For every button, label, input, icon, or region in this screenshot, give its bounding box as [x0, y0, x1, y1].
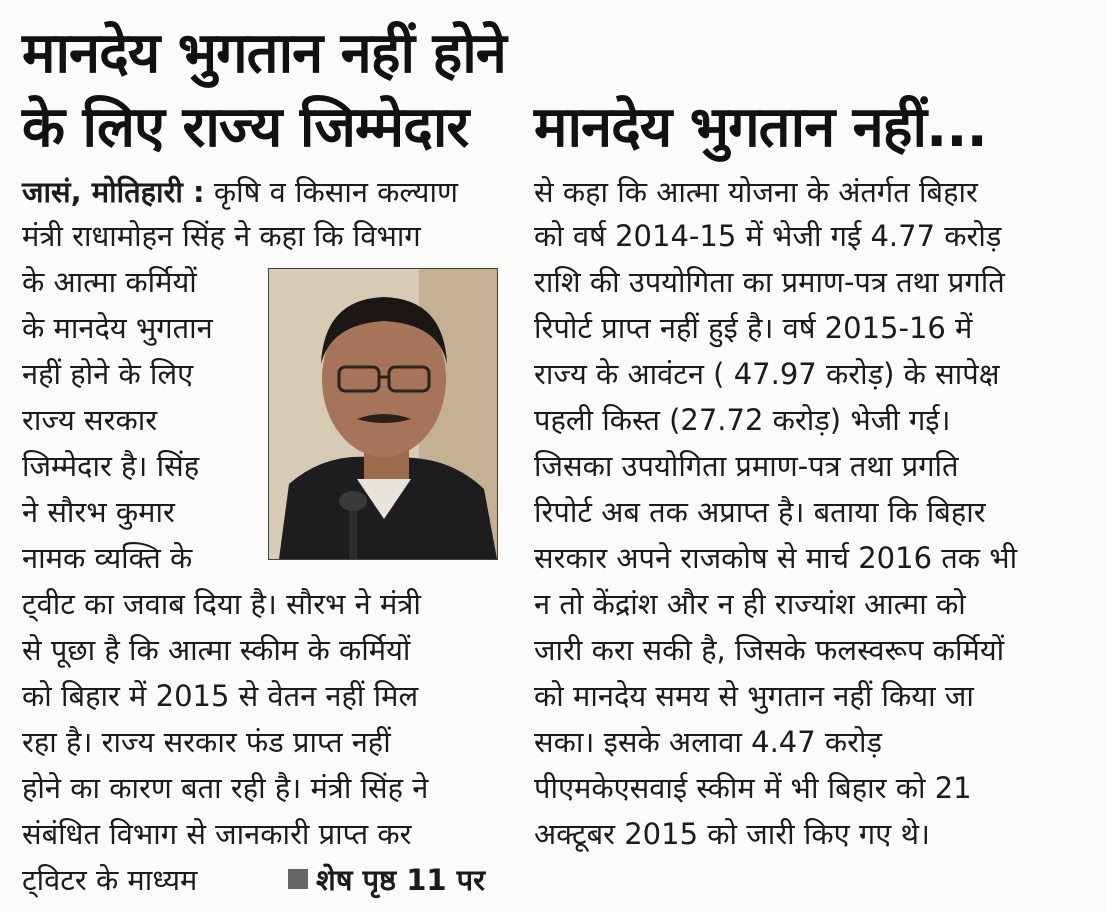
- right-article-line: जिसका उपयोगिता प्रमाण-पत्र तथा प्रगति: [534, 449, 959, 483]
- left-article-line: रहा है। राज्य सरकार फंड प्राप्त नहीं: [22, 725, 391, 759]
- left-article-line: ट्विटर के माध्यम: [22, 863, 198, 897]
- left-article-line: संबंधित विभाग से जानकारी प्राप्त कर: [22, 817, 412, 851]
- right-article-line: सका। इसके अलावा 4.47 करोड़: [534, 725, 883, 759]
- right-article-line: जारी करा सकी है, जिसके फलस्वरूप कर्मियों: [534, 633, 1005, 667]
- left-article-line: ने सौरभ कुमार: [22, 495, 175, 529]
- left-article-line: ट्वीट का जवाब दिया है। सौरभ ने मंत्री: [22, 587, 421, 621]
- left-article-line: नामक व्यक्ति के: [22, 541, 193, 575]
- right-article-line: न तो केंद्रांश और न ही राज्यांश आत्मा को: [534, 587, 966, 621]
- left-article-line: के आत्मा कर्मियों: [22, 265, 197, 299]
- left-article-line: से पूछा है कि आत्मा स्कीम के कर्मियों: [22, 633, 411, 667]
- left-headline-line-2: के लिए राज्य जिम्मेदार: [22, 95, 469, 160]
- left-article-line-0: [22, 172, 496, 212]
- right-article-line: पहली किस्त (27.72 करोड़) भेजी गई।: [534, 403, 951, 437]
- right-article-line: राज्य के आवंटन ( 47.97 करोड़) के सापेक्ष: [534, 357, 1000, 391]
- right-headline: मानदेय भुगतान नहीं...: [534, 95, 987, 160]
- left-headline-line-1: मानदेय भुगतान नहीं होने: [22, 21, 506, 86]
- right-article-line: को मानदेय समय से भुगतान नहीं किया जा: [534, 679, 974, 713]
- continuation-reference: [288, 860, 485, 900]
- right-article-line: राशि की उपयोगिता का प्रमाण-पत्र तथा प्रगति: [534, 265, 1005, 299]
- portrait-photo: [268, 268, 498, 560]
- left-article-line: के मानदेय भुगतान: [22, 311, 213, 345]
- left-article-line: जिम्मेदार है। सिंह: [22, 449, 200, 483]
- left-article-line: राज्य सरकार: [22, 403, 158, 437]
- left-article-line: को बिहार में 2015 से वेतन नहीं मिल: [22, 679, 419, 713]
- continuation-text: शेष पृष्ठ 11 पर: [316, 863, 486, 897]
- right-article-line: अक्टूबर 2015 को जारी किए गए थे।: [534, 817, 930, 851]
- left-article-line: मंत्री राधामोहन सिंह ने कहा कि विभाग: [22, 219, 421, 253]
- right-article-line: को वर्ष 2014-15 में भेजी गई 4.77 करोड़: [534, 219, 1002, 253]
- right-article-line: से कहा कि आत्मा योजना के अंतर्गत बिहार: [534, 175, 978, 209]
- right-article-line: पीएमकेएसवाई स्कीम में भी बिहार को 21: [534, 771, 972, 805]
- left-article-first-line-text: कृषि व किसान कल्याण: [213, 175, 458, 209]
- left-article-line: नहीं होने के लिए: [22, 357, 194, 391]
- square-bullet-icon: [288, 869, 308, 889]
- right-article-line: सरकार अपने राजकोष से मार्च 2016 तक भी: [534, 541, 1018, 575]
- left-article-line: होने का कारण बता रही है। मंत्री सिंह ने: [22, 771, 429, 805]
- right-article-line: रिपोर्ट अब तक अप्राप्त है। बताया कि बिहार: [534, 495, 986, 529]
- portrait-illustration: [269, 269, 497, 559]
- right-article-line: रिपोर्ट प्राप्त नहीं हुई है। वर्ष 2015-16 में: [534, 311, 973, 345]
- dateline: जासं, मोतिहारी :: [22, 175, 205, 209]
- microphone-icon: [339, 491, 367, 511]
